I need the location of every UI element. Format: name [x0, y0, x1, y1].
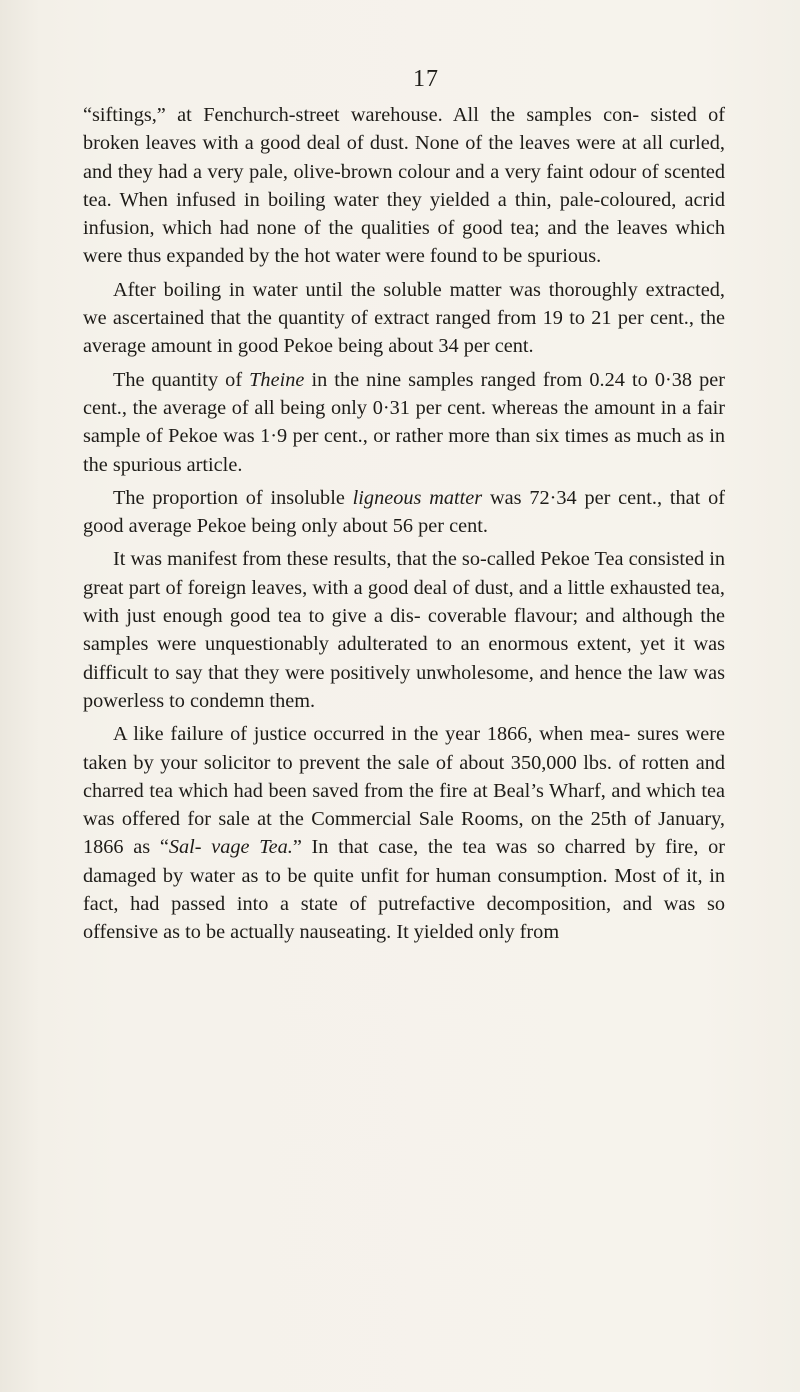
text-run: A like failure of justice occurred in the year 1866, when mea- sures were taken by your solicitor to prevent the sale of about 350,000 lbs. of rotten and charred tea which had been saved from the fire at Beal’s Wharf, and which tea was offered for sale at the Commercial Sale Rooms, on the 25th of January, 1866 as “ [83, 723, 725, 859]
text-run: ” In that case, the tea was so charred by fire, or damaged by water as to be quite unfit for human consumption. Most of it, in fact, had passed into a state of putrefactive decomposition, and was so offensive as to be actually nauseating. It yielded only from [83, 836, 725, 944]
text-run: was 72·34 per cent., that of good average Pekoe being only about 56 per cent. [83, 486, 725, 538]
paragraph-p3 [83, 366, 725, 479]
italic-term: Theine [249, 368, 305, 391]
paragraph-p4 [83, 484, 725, 541]
paragraph-p1 [83, 101, 725, 271]
body-text [83, 101, 725, 952]
italic-term: Sal- vage Tea. [168, 836, 293, 859]
text-run: in the nine samples ranged from 0.24 to 0·38 per cent., the average of all being only 0·31 per cent. whereas the amount in a fair sample of Pekoe was 1·9 per cent., or rather more than six times as much as in the spurious article. [83, 368, 725, 476]
paragraph-p5 [83, 545, 725, 715]
page-number: 17 [413, 66, 439, 92]
italic-term: ligneous matter [352, 486, 483, 509]
paragraph-p2 [83, 276, 725, 361]
paragraph-p6 [83, 720, 725, 946]
text-run: The proportion of insoluble [113, 486, 353, 509]
text-run: After boiling in water until the soluble matter was thoroughly extracted, we ascertained that the quantity of extract ranged from 19 to 21 per cent., the average amount in good Pekoe being about 34 per cent. [83, 278, 725, 358]
text-run: It was manifest from these results, that the so-called Pekoe Tea consisted in great part of foreign leaves, with a good deal of dust, and a little exhausted tea, with just enough good tea to give a dis- coverable flavour; and although the samples were unquestionably adulterated to an enormous extent, yet it was difficult to say that they were positively unwholesome, and hence the law was powerless to condemn them. [83, 548, 725, 712]
text-run: “siftings,” at Fenchurch-street warehouse. All the samples con- sisted of broken leaves with a good deal of dust. None of the leaves were at all curled, and they had a very pale, olive-brown colour and a very faint odour of scented tea. When infused in boiling water they yielded a thin, pale-coloured, acrid infusion, which had none of the qualities of good tea; and the leaves which were thus expanded by the hot water were found to be spurious. [83, 104, 725, 268]
text-run: The quantity of [113, 368, 250, 391]
